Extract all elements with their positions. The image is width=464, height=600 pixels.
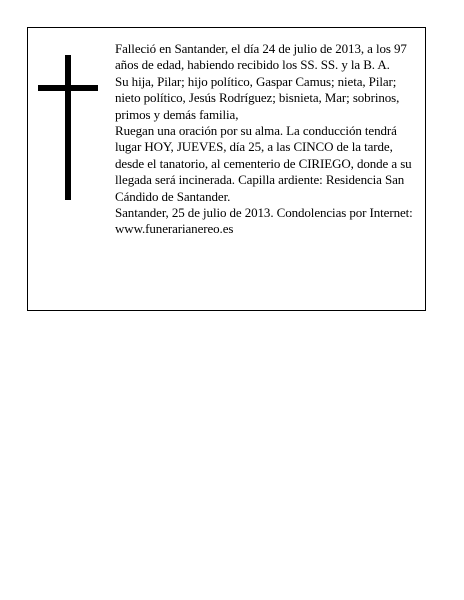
funeral-details-paragraph: Ruegan una oración por su alma. La conducción tendrá lugar HOY, JUEVES, día 25, a las CINCO de la tarde, desde el tanatorio, al cementerio de CIRIEGO, donde a su llegada será incinerada. Capilla ardiente: Residencia San Cándido de Santander. [115,123,412,204]
family-paragraph: Su hija, Pilar; hijo político, Gaspar Camus; nieta, Pilar; nieto político, Jesús Rodríguez; bisnieta, Mar; sobrinos, primos y demás familia, [115,73,400,122]
cross-icon [38,55,98,200]
cross-vertical-bar [65,55,71,200]
notice-text [115,41,421,238]
date-condolences-paragraph: Santander, 25 de julio de 2013. Condolencias por Internet: www.funerarianereo.es [115,205,413,237]
cross-horizontal-bar [38,85,98,91]
obituary-notice [27,27,426,311]
death-announcement-paragraph: Falleció en Santander, el día 24 de julio de 2013, a los 97 años de edad, habiendo recibido los SS. SS. y la B. A. [115,41,407,73]
